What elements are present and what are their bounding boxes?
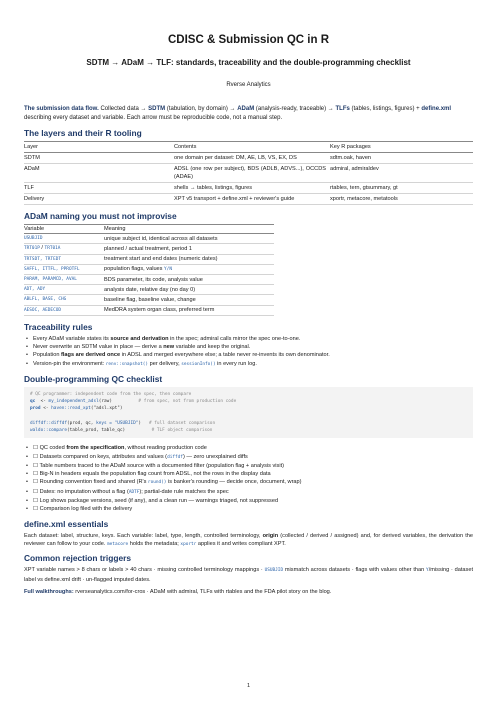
checklist-item <box>26 470 473 478</box>
variable-separator: / <box>39 245 45 252</box>
table-cell <box>24 285 104 295</box>
checkbox-icon[interactable]: ☐ <box>33 498 39 505</box>
table-cell: ADSL (one row per subject), BDS (ADLB, ADVS...), OCCDS (ADAE) <box>174 166 326 180</box>
code-keyword: keys = <box>96 420 115 426</box>
table-row <box>24 285 274 295</box>
item-text: Big-N in headers equals the population flag count from ADSL, not the rows in the display data <box>38 471 271 478</box>
inline-code: diffdf <box>167 454 183 460</box>
table-cell: analysis date, relative day (no day 0) <box>104 286 196 293</box>
checklist-item <box>26 488 473 497</box>
definexml-heading: define.xml essentials <box>24 518 109 529</box>
item-text: Population <box>33 352 61 359</box>
item-text: per delivery, <box>148 360 182 367</box>
table-cell: TLF <box>24 185 34 191</box>
rejection-heading: Common rejection triggers <box>24 553 132 564</box>
document-title: CDISC & Submission QC in R <box>167 34 329 46</box>
code-function: haven::read_xpt <box>51 406 91 412</box>
table-row <box>24 153 473 164</box>
inline-code: round() <box>147 480 167 486</box>
walkthroughs-link[interactable]: rverseanalytics.com/for-cros · ADaM with admiral, TLFs with rtables and the FDA pilot story on the blog. <box>73 588 332 595</box>
item-text: Rounding convention fixed and shared (R's <box>38 479 148 486</box>
table-header-row <box>24 225 274 234</box>
inline-code: Y <box>426 568 429 574</box>
item-text: Dates: no imputation without a flag ( <box>38 488 129 495</box>
table-cell: BDS parameter, its code, analysis value <box>104 276 203 283</box>
inline-code: metacore <box>107 541 129 547</box>
document-subtitle: SDTM → ADaM → TLF: standards, traceability and the double-programming checklist <box>86 58 411 67</box>
table-row <box>24 194 473 205</box>
intro-lead: The submission data flow. <box>24 106 99 112</box>
definexml-paragraph <box>24 532 473 550</box>
checklist-item <box>26 505 473 513</box>
item-text: , without reading production code <box>124 445 207 452</box>
inline-code: renv::snapshot() <box>105 361 149 367</box>
item-bold: new <box>163 344 175 351</box>
code-function: waldo::compare <box>30 428 68 434</box>
table-cell <box>24 295 104 305</box>
code-comment: # TLF object comparison <box>151 428 213 434</box>
list-item <box>26 351 473 359</box>
walkthroughs-label: Full walkthroughs: <box>24 588 74 595</box>
item-text: ) — zero unexplained diffs <box>182 453 248 460</box>
item-bold: from the specification <box>66 445 125 452</box>
table-row <box>24 305 274 315</box>
checkbox-icon[interactable]: ☐ <box>33 445 39 452</box>
code-function: diffdf::diffdf <box>30 420 68 426</box>
para-text: mismatch across datasets · flags with values other than <box>283 567 427 574</box>
list-item <box>26 343 473 351</box>
code-args: (raw) <box>98 399 112 405</box>
variable-code: ABLFL, BASE, CHG <box>24 297 67 303</box>
intro-text: describing every dataset and variable. Each arrow must be reproducible code, not a manual step. <box>24 115 283 121</box>
code-string: "USUBJID" <box>114 420 139 426</box>
table-row <box>24 254 274 264</box>
layers-table <box>24 141 473 205</box>
column-header: Contents <box>174 144 197 150</box>
variable-code: TRTSDT, TRTEDT <box>24 256 62 262</box>
code-variable: qc <box>30 399 36 405</box>
table-row <box>24 244 274 254</box>
traceability-list <box>24 335 473 369</box>
table-cell: treatment start and end dates (numeric dates) <box>104 256 218 263</box>
layers-heading: The layers and their R tooling <box>24 128 142 138</box>
table-cell <box>24 244 104 254</box>
item-text: Comparison log filed with the delivery <box>38 506 133 513</box>
item-text: in ADSL and merged everywhere else; a table never re-invents its own denominator. <box>120 352 330 359</box>
code-args: ) <box>138 420 142 426</box>
table-cell: baseline flag, baseline value, change <box>104 296 196 303</box>
item-text: ); partial-date rule matches the spec <box>139 488 229 495</box>
table-cell <box>24 234 104 244</box>
checklist-item <box>26 462 473 470</box>
table-cell: XPT v5 transport + define.xml + reviewer's guide <box>174 196 295 202</box>
code-comment: # full dataset comparison <box>149 420 216 426</box>
column-header: Variable <box>24 226 45 232</box>
item-text: variable and keep the original. <box>174 344 251 351</box>
code-operator: <- <box>35 399 49 405</box>
code-variable: prod <box>30 406 41 412</box>
table-cell: admiral, admiraldev <box>330 166 379 172</box>
qc-heading: Double-programming QC checklist <box>24 374 163 385</box>
table-cell: unique subject id, identical across all datasets <box>104 235 218 242</box>
checklist-item <box>26 497 473 505</box>
variable-code: TRT01A <box>44 246 61 252</box>
page-number: 1 <box>246 683 251 689</box>
list-item <box>26 360 473 369</box>
variable-code: ADT, ADY <box>24 287 46 293</box>
table-cell: planned / actual treatment, period 1 <box>104 245 193 252</box>
table-cell: one domain per dataset: DM, AE, LB, VS, EX, DS <box>174 155 297 161</box>
table-row <box>24 164 473 183</box>
inline-code: ADTF <box>128 489 140 495</box>
checkbox-icon[interactable]: ☐ <box>33 471 39 478</box>
table-cell: MedDRA system organ class, preferred term <box>104 307 215 314</box>
code-comment: # QC programmer: independent code from the spec, then compare <box>30 392 192 398</box>
document-author: Rverse Analytics <box>226 82 271 88</box>
item-text: Never overwrite an SDTM value in place — derive a <box>33 344 164 351</box>
table-cell <box>24 275 104 285</box>
checkbox-icon[interactable]: ☐ <box>33 479 39 486</box>
para-text: XPT variable names > 8 chars or labels > 40 chars · missing controlled terminology mappings · <box>24 567 265 574</box>
item-text: QC coded <box>38 445 67 452</box>
checklist-item <box>26 453 473 462</box>
table-header-row <box>24 142 473 153</box>
para-bold: origin <box>262 532 279 539</box>
walkthroughs-paragraph <box>24 588 473 596</box>
meaning-text: population flags, values <box>104 265 165 272</box>
inline-code: xportr <box>180 541 197 547</box>
item-text: Datasets compared on keys, attributes and values ( <box>38 453 168 460</box>
checklist-item <box>26 478 473 487</box>
table-cell <box>104 264 274 274</box>
code-args: (table_prod, table_qc) <box>67 428 126 434</box>
item-text: Table numbers traced to the ADaM source with a documented filter (population flag + analysis visit) <box>38 462 285 469</box>
checklist-item <box>26 444 473 452</box>
naming-table <box>24 224 274 316</box>
table-cell: xportr, metacore, metatools <box>330 196 398 202</box>
item-bold: source and derivation <box>110 335 169 342</box>
table-cell: Delivery <box>24 196 45 202</box>
item-text: Version-pin the environment: <box>33 360 106 367</box>
table-cell <box>24 254 104 264</box>
intro-text: Collected data → <box>98 106 149 112</box>
checkbox-icon[interactable]: ☐ <box>33 462 39 469</box>
item-text: in the spec; admiral calls mirror the spec one-to-one. <box>168 335 301 342</box>
para-text: holds the metadata; <box>128 540 181 547</box>
table-row <box>24 275 274 285</box>
code-operator: <- <box>40 406 52 412</box>
intro-definexml: define.xml <box>421 106 452 112</box>
intro-paragraph <box>24 105 473 123</box>
checkbox-icon[interactable]: ☐ <box>33 453 39 460</box>
variable-code: PARAM, PARAMCD, AVAL <box>24 277 77 283</box>
table-cell: SDTM <box>24 155 40 161</box>
inline-code: sessionInfo() <box>181 361 216 367</box>
table-cell <box>24 264 104 274</box>
para-text: applies it and writes compliant XPT. <box>196 540 286 547</box>
traceability-heading: Traceability rules <box>24 321 93 332</box>
table-cell <box>24 305 104 315</box>
table-cell: rtables, tern, gtsummary, gt <box>330 185 398 191</box>
column-header: Key R packages <box>330 144 371 150</box>
table-row <box>24 183 473 194</box>
naming-heading: ADaM naming you must not improvise <box>24 211 177 221</box>
code-args: (prod, qc, <box>67 420 97 426</box>
table-row <box>24 295 274 305</box>
intro-tlfs: TLFs <box>335 106 350 112</box>
intro-text: (tabulation, by domain) → <box>165 106 238 112</box>
variable-code: TRT01P <box>24 246 40 252</box>
intro-sdtm: SDTM <box>148 106 166 112</box>
checkbox-icon[interactable]: ☐ <box>33 488 39 495</box>
table-row <box>24 234 274 244</box>
intro-text: (tables, listings, figures) + <box>349 106 422 112</box>
table-cell: sdtm.oak, haven <box>330 155 372 161</box>
variable-code: SAFFL, ITTFL, PPROTFL <box>24 266 80 272</box>
checkbox-icon[interactable]: ☐ <box>33 506 39 513</box>
para-text: Each dataset: label, structure, keys. Each variable: label, type, length, controlled terminology, <box>24 532 263 539</box>
column-header: Meaning <box>104 226 126 232</box>
item-text: Every ADaM variable states its <box>33 335 111 342</box>
item-text: Log shows package versions, seed (if any), and a clean run — warnings triaged, not suppressed <box>38 498 279 505</box>
code-block <box>24 387 473 438</box>
variable-code: AESOC, AEDECOD <box>24 307 62 313</box>
item-bold: flags are derived once <box>61 352 121 359</box>
intro-text: (analysis-ready, traceable) → <box>254 106 336 112</box>
table-cell: shells → tables, listings, figures <box>174 185 253 191</box>
table-cell: ADaM <box>24 166 40 172</box>
inline-code: USUBJID <box>264 568 284 574</box>
qc-checklist <box>24 444 473 513</box>
para-text: /missing · dataset label vs define.xml drift · un-flagged imputed dates. <box>24 567 474 583</box>
variable-code: Y/N <box>164 266 172 272</box>
item-text: is banker's rounding — decide once, document, wrap) <box>166 479 302 486</box>
para-text: (collected / derived / assigned) and, for derived variables, the derivation the reviewer can follow to your code. <box>24 532 473 547</box>
code-function: my_independent_adsl <box>48 399 99 405</box>
code-comment: # from spec, not from production code <box>138 399 237 405</box>
list-item <box>26 335 473 343</box>
item-text: in every run log. <box>215 360 257 367</box>
intro-adam: ADaM <box>237 106 255 112</box>
code-args: ("adsl.xpt") <box>90 406 123 412</box>
column-header: Layer <box>24 144 38 150</box>
variable-code: USUBJID <box>24 236 43 242</box>
rejection-paragraph <box>24 566 473 584</box>
table-row <box>24 264 274 274</box>
